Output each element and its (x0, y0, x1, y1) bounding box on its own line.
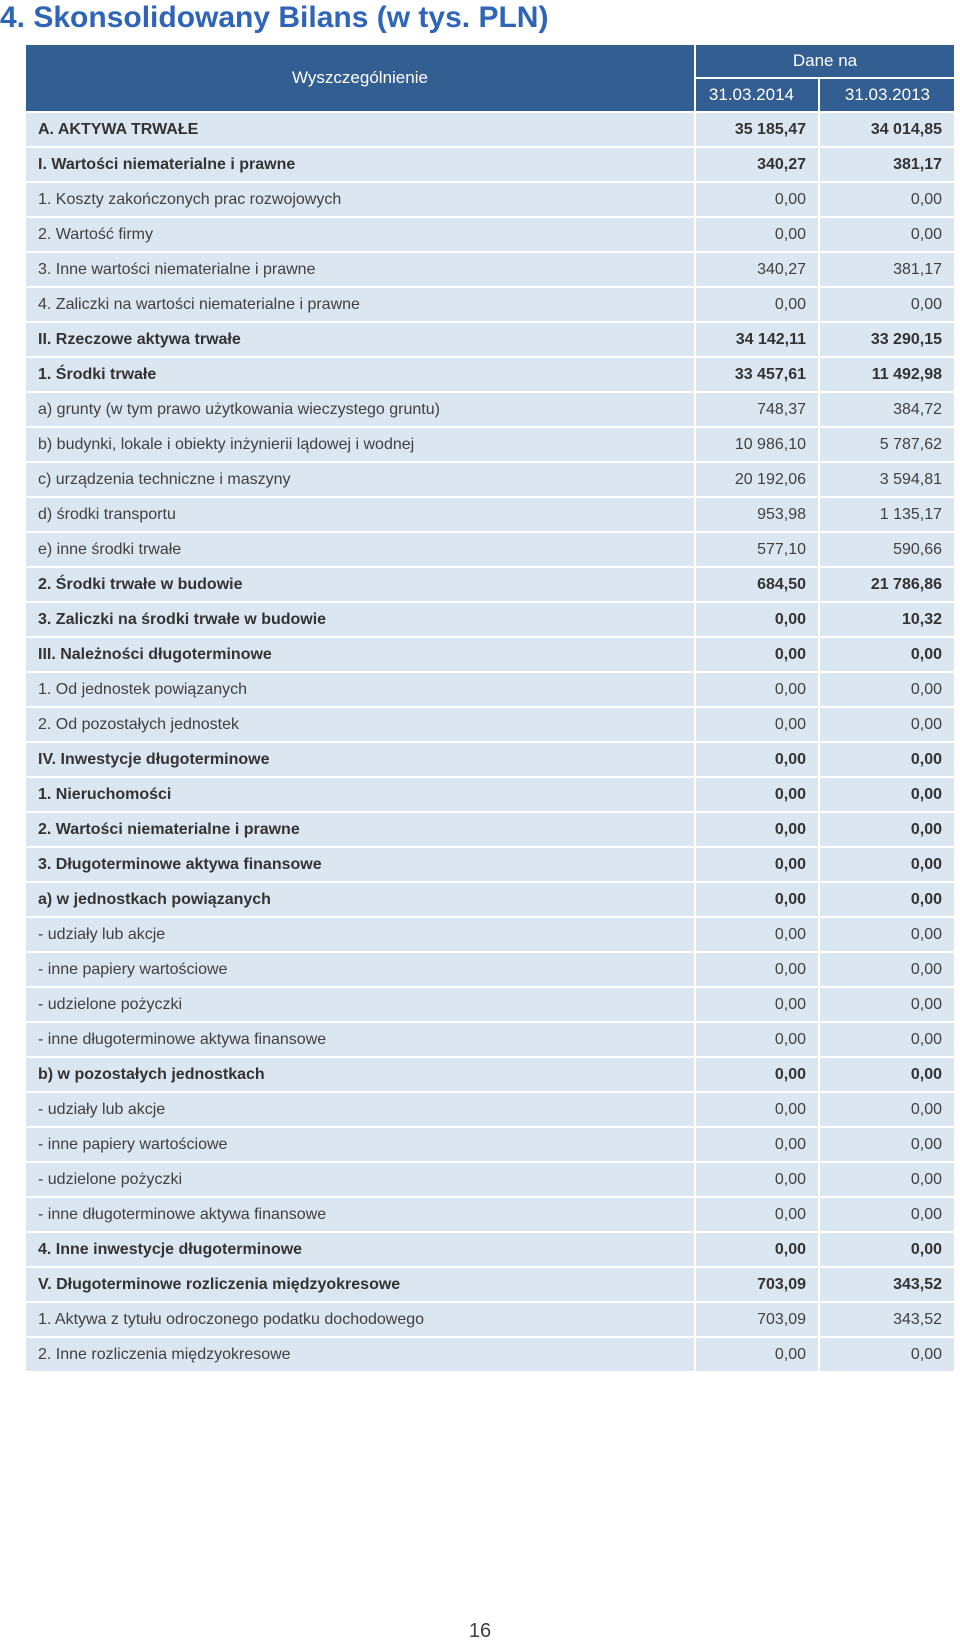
row-label: - udzielone pożyczki (26, 1163, 696, 1198)
table-row (26, 1128, 954, 1163)
table-row (26, 288, 954, 323)
row-value-2013: 0,00 (820, 988, 954, 1023)
table-row (26, 1233, 954, 1268)
balance-sheet-table (26, 45, 954, 1373)
table-row (26, 638, 954, 673)
row-value-2013: 343,52 (820, 1303, 954, 1338)
row-value-2014: 0,00 (696, 743, 820, 778)
row-value-2013: 381,17 (820, 253, 954, 288)
row-value-2013: 21 786,86 (820, 568, 954, 603)
row-value-2013: 343,52 (820, 1268, 954, 1303)
row-value-2013: 590,66 (820, 533, 954, 568)
row-value-2013: 0,00 (820, 1058, 954, 1093)
table-row (26, 393, 954, 428)
row-label: a) w jednostkach powiązanych (26, 883, 696, 918)
row-value-2014: 10 986,10 (696, 428, 820, 463)
table-row (26, 323, 954, 358)
table-row (26, 1058, 954, 1093)
row-label: 2. Środki trwałe w budowie (26, 568, 696, 603)
row-label: b) w pozostałych jednostkach (26, 1058, 696, 1093)
row-value-2014: 703,09 (696, 1268, 820, 1303)
table-row (26, 148, 954, 183)
row-value-2013: 0,00 (820, 848, 954, 883)
row-value-2014: 0,00 (696, 953, 820, 988)
row-label: V. Długoterminowe rozliczenia międzyokresowe (26, 1268, 696, 1303)
header-group-cell: Dane na (696, 45, 954, 79)
header-label-cell: Wyszczególnienie (26, 45, 696, 113)
row-value-2013: 381,17 (820, 148, 954, 183)
row-value-2013: 0,00 (820, 183, 954, 218)
table-row (26, 183, 954, 218)
row-label: A. AKTYWA TRWAŁE (26, 113, 696, 148)
row-label: - inne długoterminowe aktywa finansowe (26, 1023, 696, 1058)
row-value-2013: 0,00 (820, 1023, 954, 1058)
row-value-2013: 0,00 (820, 1233, 954, 1268)
table-row (26, 253, 954, 288)
row-label: c) urządzenia techniczne i maszyny (26, 463, 696, 498)
row-label: b) budynki, lokale i obiekty inżynierii lądowej i wodnej (26, 428, 696, 463)
row-value-2013: 0,00 (820, 953, 954, 988)
row-value-2014: 0,00 (696, 813, 820, 848)
row-value-2013: 0,00 (820, 883, 954, 918)
table-row (26, 358, 954, 393)
table-header (26, 45, 954, 113)
row-label: 1. Od jednostek powiązanych (26, 673, 696, 708)
table-row (26, 1093, 954, 1128)
row-value-2013: 0,00 (820, 1128, 954, 1163)
row-value-2014: 0,00 (696, 708, 820, 743)
row-label: 3. Zaliczki na środki trwałe w budowie (26, 603, 696, 638)
row-value-2013: 33 290,15 (820, 323, 954, 358)
table-row (26, 533, 954, 568)
row-value-2014: 577,10 (696, 533, 820, 568)
row-value-2013: 0,00 (820, 638, 954, 673)
row-value-2014: 35 185,47 (696, 113, 820, 148)
row-value-2014: 748,37 (696, 393, 820, 428)
row-label: - inne długoterminowe aktywa finansowe (26, 1198, 696, 1233)
row-label: 1. Środki trwałe (26, 358, 696, 393)
table-row (26, 778, 954, 813)
table-row (26, 1163, 954, 1198)
row-value-2014: 0,00 (696, 1233, 820, 1268)
row-value-2013: 0,00 (820, 1198, 954, 1233)
page-number: 16 (468, 1620, 492, 1642)
table-row (26, 1338, 954, 1373)
row-label: 4. Inne inwestycje długoterminowe (26, 1233, 696, 1268)
table-row (26, 673, 954, 708)
table-row (26, 1268, 954, 1303)
row-label: a) grunty (w tym prawo użytkowania wieczystego gruntu) (26, 393, 696, 428)
row-value-2014: 684,50 (696, 568, 820, 603)
table-row (26, 568, 954, 603)
table-row (26, 918, 954, 953)
table-row (26, 603, 954, 638)
row-value-2013: 0,00 (820, 1093, 954, 1128)
row-value-2013: 34 014,85 (820, 113, 954, 148)
row-label: 2. Wartość firmy (26, 218, 696, 253)
row-label: 4. Zaliczki na wartości niematerialne i prawne (26, 288, 696, 323)
row-value-2014: 20 192,06 (696, 463, 820, 498)
row-value-2014: 0,00 (696, 218, 820, 253)
row-label: 1. Nieruchomości (26, 778, 696, 813)
row-value-2014: 34 142,11 (696, 323, 820, 358)
row-value-2014: 0,00 (696, 883, 820, 918)
row-value-2013: 0,00 (820, 288, 954, 323)
page-title: 4. Skonsolidowany Bilans (w tys. PLN) (0, 1, 549, 34)
row-value-2013: 5 787,62 (820, 428, 954, 463)
row-value-2013: 1 135,17 (820, 498, 954, 533)
row-value-2013: 3 594,81 (820, 463, 954, 498)
row-label: 2. Od pozostałych jednostek (26, 708, 696, 743)
row-value-2013: 11 492,98 (820, 358, 954, 393)
row-value-2014: 33 457,61 (696, 358, 820, 393)
row-value-2014: 0,00 (696, 1163, 820, 1198)
row-value-2014: 0,00 (696, 288, 820, 323)
table-body (26, 113, 954, 1373)
row-value-2014: 0,00 (696, 848, 820, 883)
row-value-2014: 703,09 (696, 1303, 820, 1338)
table-row (26, 1198, 954, 1233)
row-value-2014: 340,27 (696, 148, 820, 183)
row-value-2013: 0,00 (820, 1338, 954, 1373)
row-value-2014: 0,00 (696, 183, 820, 218)
row-label: - udzielone pożyczki (26, 988, 696, 1023)
row-value-2014: 0,00 (696, 1338, 820, 1373)
row-value-2013: 0,00 (820, 918, 954, 953)
row-label: 1. Aktywa z tytułu odroczonego podatku dochodowego (26, 1303, 696, 1338)
row-label: - inne papiery wartościowe (26, 953, 696, 988)
table-row (26, 1023, 954, 1058)
table-row (26, 113, 954, 148)
row-label: 3. Długoterminowe aktywa finansowe (26, 848, 696, 883)
row-value-2013: 0,00 (820, 743, 954, 778)
header-date-2013: 31.03.2013 (820, 79, 954, 113)
table-row (26, 848, 954, 883)
row-label: 3. Inne wartości niematerialne i prawne (26, 253, 696, 288)
row-label: - inne papiery wartościowe (26, 1128, 696, 1163)
row-label: d) środki transportu (26, 498, 696, 533)
row-value-2013: 0,00 (820, 778, 954, 813)
table-row (26, 428, 954, 463)
row-value-2014: 0,00 (696, 1023, 820, 1058)
table-row (26, 218, 954, 253)
table-row (26, 883, 954, 918)
table-row (26, 463, 954, 498)
row-label: I. Wartości niematerialne i prawne (26, 148, 696, 183)
row-value-2014: 0,00 (696, 918, 820, 953)
row-label: - udziały lub akcje (26, 918, 696, 953)
row-value-2014: 0,00 (696, 1058, 820, 1093)
table-row (26, 743, 954, 778)
row-label: IV. Inwestycje długoterminowe (26, 743, 696, 778)
row-label: 1. Koszty zakończonych prac rozwojowych (26, 183, 696, 218)
row-label: II. Rzeczowe aktywa trwałe (26, 323, 696, 358)
row-value-2013: 0,00 (820, 673, 954, 708)
row-label: 2. Wartości niematerialne i prawne (26, 813, 696, 848)
row-label: 2. Inne rozliczenia międzyokresowe (26, 1338, 696, 1373)
table-row (26, 813, 954, 848)
row-value-2014: 340,27 (696, 253, 820, 288)
row-label: III. Należności długoterminowe (26, 638, 696, 673)
row-value-2013: 0,00 (820, 813, 954, 848)
row-value-2013: 0,00 (820, 218, 954, 253)
row-value-2013: 384,72 (820, 393, 954, 428)
row-value-2014: 0,00 (696, 778, 820, 813)
table-row (26, 1303, 954, 1338)
table-row (26, 498, 954, 533)
row-value-2014: 0,00 (696, 1093, 820, 1128)
row-value-2014: 0,00 (696, 988, 820, 1023)
row-value-2014: 0,00 (696, 603, 820, 638)
row-value-2014: 953,98 (696, 498, 820, 533)
row-value-2014: 0,00 (696, 1128, 820, 1163)
row-label: e) inne środki trwałe (26, 533, 696, 568)
row-value-2014: 0,00 (696, 1198, 820, 1233)
table-row (26, 953, 954, 988)
row-value-2013: 0,00 (820, 708, 954, 743)
table-row (26, 708, 954, 743)
header-date-2014: 31.03.2014 (696, 79, 820, 113)
row-label: - udziały lub akcje (26, 1093, 696, 1128)
table-row (26, 988, 954, 1023)
row-value-2014: 0,00 (696, 638, 820, 673)
row-value-2013: 10,32 (820, 603, 954, 638)
row-value-2013: 0,00 (820, 1163, 954, 1198)
row-value-2014: 0,00 (696, 673, 820, 708)
